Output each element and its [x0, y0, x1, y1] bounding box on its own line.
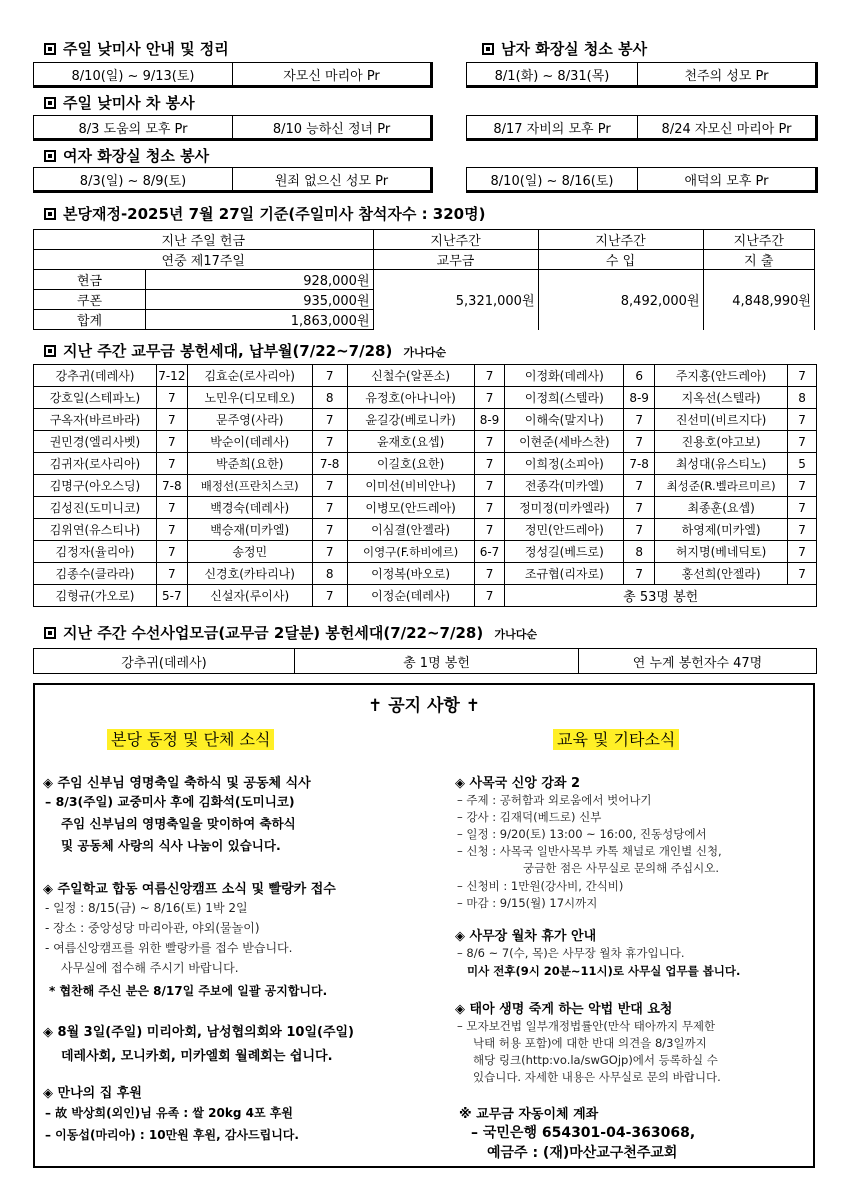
notice-left-4-line: – 故 박상희(외인)님 유족 : 쌀 20kg 4포 후원 — [45, 1106, 293, 1120]
offering-name: 이정화(데레사) — [505, 365, 624, 387]
notice-right-2-line: 미사 전후(9시 20분~11시)로 사무실 업무를 봅니다. — [467, 964, 741, 978]
notice-right-4-line: – 국민은행 654301-04-363068, — [471, 1125, 696, 1141]
offering-month: 8-9 — [624, 387, 655, 409]
section-sunday-guide: 주일 낮미사 안내 및 정리 — [44, 38, 229, 59]
notice-left-1-line: 및 공동체 사랑의 식사 나눔이 있습니다. — [61, 838, 281, 853]
finance-header-offering: 지난 주일 헌금 — [34, 230, 374, 250]
notice-right-1-line: – 주제 : 공허함과 외로움에서 벗어나기 — [457, 793, 652, 807]
finance-row-value: 1,863,000원 — [146, 310, 374, 330]
offering-table — [33, 364, 817, 607]
offering-month: 7 — [788, 497, 817, 519]
offering-month: 5 — [788, 453, 817, 475]
offering-name: 신철수(알폰소) — [347, 365, 474, 387]
offering-month: 8 — [312, 387, 347, 409]
offering-name: 김명구(아오스딩) — [34, 475, 157, 497]
finance-row-value: 928,000원 — [146, 270, 374, 290]
offering-name: 이영구(F.하비에르) — [347, 541, 474, 563]
sunday-car-item: 8/3 도움의 모후 Pr — [78, 121, 188, 137]
offering-month: 7 — [474, 387, 505, 409]
notice-right-1-line: – 신청비 : 1만원(강사비, 간식비) — [457, 879, 624, 893]
offering-month: 7 — [474, 519, 505, 541]
offering-name: 최성대(유스티노) — [655, 453, 788, 475]
finance-subheader-income: 수 입 — [538, 250, 703, 270]
sunday-car-box-1 — [33, 115, 433, 141]
notice-right-4-title: ※ 교무금 자동이체 계좌 — [459, 1107, 599, 1122]
sunday-car-item: 8/24 자모신 마리아 Pr — [637, 116, 815, 138]
offering-month: 7 — [788, 563, 817, 585]
offering-name: 이해숙(말지나) — [505, 409, 624, 431]
offering-month: 7 — [312, 365, 347, 387]
offering-name: 정성길(베드로) — [505, 541, 624, 563]
offering-name: 이심결(안젤라) — [347, 519, 474, 541]
offering-month: 8 — [624, 541, 655, 563]
offering-name: 이현준(세바스찬) — [505, 431, 624, 453]
offering-name: 강추귀(데레사) — [34, 365, 157, 387]
offering-row — [34, 497, 817, 519]
finance-gyomu-value: 5,321,000원 — [373, 270, 538, 330]
offering-month: 7-12 — [156, 365, 187, 387]
offering-row — [34, 585, 817, 607]
sunday-guide-box — [33, 62, 433, 88]
offering-name: 조규협(리자로) — [505, 563, 624, 585]
offering-name: 유정호(아나니아) — [347, 387, 474, 409]
project-count: 총 1명 봉헌 — [294, 649, 578, 673]
offering-name: 이희정(소피아) — [505, 453, 624, 475]
notice-right-1-title: ◈ 사목국 신앙 강좌 2 — [455, 776, 581, 791]
offering-month: 7 — [788, 409, 817, 431]
offering-name: 이정순(데레사) — [347, 585, 474, 607]
section-project: 지난 주간 수선사업모금(교무금 2달분) 봉헌세대(7/22~7/28) 가나다순 — [44, 622, 537, 643]
notice-left-4-title: ◈ 만나의 집 후원 — [43, 1086, 142, 1101]
offering-name: 박준희(요한) — [187, 453, 312, 475]
sunday-guide-group: 자모신 마리아 Pr — [232, 63, 430, 85]
notice-title: ✝ 공지 사항 ✝ — [368, 696, 480, 716]
offering-month: 7 — [156, 431, 187, 453]
notice-right-1-line: – 강사 : 김재덕(베드로) 신부 — [457, 810, 602, 824]
finance-subheader-offering: 연중 제17주일 — [34, 250, 374, 270]
offering-name: 구옥자(바르바라) — [34, 409, 157, 431]
offering-month: 7 — [624, 519, 655, 541]
offering-row — [34, 475, 817, 497]
womens-restroom-group: 원죄 없으신 성모 Pr — [232, 168, 430, 190]
offering-name: 김위연(유스티나) — [34, 519, 157, 541]
offering-month: 7 — [788, 365, 817, 387]
mens-restroom-box — [466, 62, 818, 88]
offering-name: 이정희(스텔라) — [505, 387, 624, 409]
notice-right-2-line: – 8/6 ~ 7(수, 목)은 사무장 월차 휴가입니다. — [457, 946, 685, 960]
offering-row — [34, 431, 817, 453]
offering-name: 배정선(프란치스코) — [187, 475, 312, 497]
offering-month: 7 — [474, 497, 505, 519]
finance-header-expense: 지난주간 — [703, 230, 814, 250]
offering-name: 정미정(미카엘라) — [505, 497, 624, 519]
offering-month: 7 — [474, 563, 505, 585]
offering-month: 8-9 — [474, 409, 505, 431]
offering-month: 7 — [312, 475, 347, 497]
notice-left-1-title: ◈ 주임 신부님 영명축일 축하식 및 공동체 식사 — [43, 776, 311, 791]
offering-month: 7 — [156, 497, 187, 519]
offering-name: 최성준(R.벨라르미르) — [655, 475, 788, 497]
offering-row — [34, 541, 817, 563]
offering-month: 6 — [624, 365, 655, 387]
offering-name: 홍선희(안젤라) — [655, 563, 788, 585]
offering-name: 김성진(도미니코) — [34, 497, 157, 519]
offering-name: 이길호(요한) — [347, 453, 474, 475]
offering-name: 하영제(미카엘) — [655, 519, 788, 541]
notice-right-1-line: – 신청 : 사목국 일반사목부 카톡 채널로 개인별 신청, — [457, 844, 722, 858]
offering-name: 권민경(엘리사벳) — [34, 431, 157, 453]
offering-name: 김정자(율리아) — [34, 541, 157, 563]
offering-month: 7 — [474, 475, 505, 497]
offering-name: 윤길강(베로니카) — [347, 409, 474, 431]
offering-name: 신경호(카타리나) — [187, 563, 312, 585]
womens-restroom-box-1 — [33, 167, 433, 193]
sunday-guide-period: 8/10(일) ~ 9/13(토) — [71, 68, 195, 84]
offering-month: 7 — [312, 497, 347, 519]
womens-restroom-box-2 — [466, 167, 818, 193]
offering-name: 정민(안드레아) — [505, 519, 624, 541]
offering-month: 8 — [312, 563, 347, 585]
offering-month: 7 — [156, 387, 187, 409]
offering-row — [34, 365, 817, 387]
notice-left-1-line: 주임 신부님의 영명축일을 맞이하여 축하식 — [61, 816, 296, 831]
finance-income-value: 8,492,000원 — [538, 270, 703, 330]
finance-header-income: 지난주간 — [538, 230, 703, 250]
section-offering: 지난 주간 교무금 봉헌세대, 납부월(7/22~7/28) 가나다순 — [44, 340, 446, 361]
offering-month: 7 — [156, 453, 187, 475]
offering-month: 7 — [474, 365, 505, 387]
offering-month: 5-7 — [156, 585, 187, 607]
notice-left-2-line: - 장소 : 중앙성당 마리아관, 야외(물놀이) — [45, 921, 260, 935]
offering-month: 7 — [474, 453, 505, 475]
offering-month: 7 — [788, 431, 817, 453]
offering-name: 김종수(클라라) — [34, 563, 157, 585]
offering-month: 7 — [788, 541, 817, 563]
notice-right-1-line: – 일정 : 9/20(토) 13:00 ~ 16:00, 진동성당에서 — [457, 827, 707, 841]
offering-month: 7 — [624, 409, 655, 431]
notice-left-3-title: ◈ 8월 3일(주일) 미리아회, 남성협의회와 10일(주일) — [43, 1025, 354, 1040]
notice-right-1-line: – 마감 : 9/15(월) 17시까지 — [457, 896, 598, 910]
offering-name: 지옥선(스텔라) — [655, 387, 788, 409]
offering-month: 7 — [624, 475, 655, 497]
offering-month: 7-8 — [624, 453, 655, 475]
notice-right-3-line: 있습니다. 자세한 내용은 사무실로 문의 바랍니다. — [473, 1070, 721, 1084]
offering-row — [34, 387, 817, 409]
section-finance: 본당재정-2025년 7월 27일 기준(주일미사 참석자수 : 320명) — [44, 203, 485, 224]
offering-name: 송정민 — [187, 541, 312, 563]
offering-month: 7 — [312, 541, 347, 563]
notice-left-2-line: 사무실에 접수해 주시기 바랍니다. — [61, 961, 239, 975]
notice-left-1-line: – 8/3(주일) 교중미사 후에 김화석(도미니코) — [45, 794, 295, 809]
offering-total: 총 53명 봉헌 — [505, 585, 817, 607]
notice-left-2-line: - 여름신앙캠프를 위한 빨랑카를 접수 받습니다. — [45, 941, 293, 955]
offering-month: 7 — [312, 519, 347, 541]
notice-right-3-title: ◈ 태아 생명 죽게 하는 악법 반대 요청 — [455, 1002, 673, 1017]
offering-row — [34, 453, 817, 475]
offering-name: 신설자(루이사) — [187, 585, 312, 607]
section-sunday-car: 주일 낮미사 차 봉사 — [44, 92, 195, 113]
offering-name: 진선미(비르지다) — [655, 409, 788, 431]
offering-month: 7 — [156, 519, 187, 541]
offering-month: 7 — [474, 431, 505, 453]
offering-name: 이정복(바오로) — [347, 563, 474, 585]
mens-restroom-group: 천주의 성모 Pr — [637, 63, 815, 85]
finance-subheader-gyomu: 교무금 — [373, 250, 538, 270]
offering-month: 7 — [156, 563, 187, 585]
notice-left-3-line: 데레사회, 모니카회, 미카엘회 월례회는 쉽니다. — [61, 1049, 333, 1064]
sunday-car-item: 8/17 자비의 모후 Pr — [493, 121, 611, 137]
offering-month: 7 — [312, 431, 347, 453]
offering-name: 윤재호(요셉) — [347, 431, 474, 453]
womens-restroom-period: 8/10(일) ~ 8/16(토) — [490, 173, 614, 189]
section-mens-restroom: 남자 화장실 청소 봉사 — [482, 38, 647, 59]
project-box — [33, 648, 817, 674]
offering-row — [34, 519, 817, 541]
finance-subheader-expense: 지 출 — [703, 250, 814, 270]
section-womens-restroom: 여자 화장실 청소 봉사 — [44, 145, 209, 166]
offering-month: 7-8 — [156, 475, 187, 497]
offering-month: 7 — [788, 519, 817, 541]
offering-month: 7 — [624, 431, 655, 453]
notice-right-3-line: 해당 링크(http:vo.la/swGOjp)에서 등록하실 수 — [473, 1053, 718, 1067]
offering-name: 전종각(미카엘) — [505, 475, 624, 497]
offering-name: 김효순(로사리아) — [187, 365, 312, 387]
notice-left-4-line: – 이동섭(마리아) : 10만원 후원, 감사드립니다. — [45, 1128, 299, 1142]
womens-restroom-group: 애덕의 모후 Pr — [637, 168, 815, 190]
finance-row-value: 935,000원 — [146, 290, 374, 310]
finance-expense-value: 4,848,990원 — [703, 270, 814, 330]
offering-name: 주지홍(안드레아) — [655, 365, 788, 387]
finance-row-label: 합계 — [34, 310, 146, 330]
finance-table — [33, 229, 815, 330]
project-cumulative: 연 누계 봉헌자수 47명 — [578, 649, 816, 673]
offering-name: 강호일(스테파노) — [34, 387, 157, 409]
offering-name: 문주영(사라) — [187, 409, 312, 431]
project-name: 강추귀(데레사) — [121, 655, 207, 671]
notice-right-1-line: 궁금한 점은 사무실로 문의해 주십시오. — [523, 861, 720, 875]
offering-name: 김귀자(로사리아) — [34, 453, 157, 475]
left-header: 본당 동정 및 단체 소식 — [107, 729, 274, 750]
offering-name: 백승재(미카엘) — [187, 519, 312, 541]
notice-right-3-line: – 모자보건법 일부개정법률안(만삭 태아까지 무제한 — [457, 1019, 716, 1033]
offering-month: 7 — [312, 585, 347, 607]
notice-box — [33, 683, 815, 1168]
offering-name: 이병모(안드레아) — [347, 497, 474, 519]
offering-name: 백경숙(데레사) — [187, 497, 312, 519]
notice-left-2-line: - 일정 : 8/15(금) ~ 8/16(토) 1박 2일 — [45, 901, 248, 915]
offering-name: 허지명(베네딕토) — [655, 541, 788, 563]
offering-name: 박순이(데레사) — [187, 431, 312, 453]
offering-row — [34, 563, 817, 585]
offering-month: 7 — [624, 497, 655, 519]
finance-row-label: 쿠폰 — [34, 290, 146, 310]
offering-name: 진용호(야고보) — [655, 431, 788, 453]
offering-month: 6-7 — [474, 541, 505, 563]
offering-name: 이미선(비비안나) — [347, 475, 474, 497]
offering-name: 최종훈(요셉) — [655, 497, 788, 519]
offering-row — [34, 409, 817, 431]
mens-restroom-period: 8/1(화) ~ 8/31(목) — [494, 68, 610, 84]
offering-month: 7 — [156, 409, 187, 431]
sunday-car-item: 8/10 능하신 정녀 Pr — [232, 116, 430, 138]
offering-month: 7 — [312, 409, 347, 431]
offering-month: 7 — [624, 563, 655, 585]
right-header: 교육 및 기타소식 — [553, 729, 679, 750]
finance-header-gyomu: 지난주간 — [373, 230, 538, 250]
notice-left-2-title: ◈ 주일학교 합동 여름신앙캠프 소식 및 빨랑카 접수 — [43, 882, 336, 897]
womens-restroom-period: 8/3(일) ~ 8/9(토) — [79, 173, 187, 189]
offering-name: 김형규(가오로) — [34, 585, 157, 607]
notice-right-3-line: 낙태 허용 포함)에 대한 반대 의견을 8/3일까지 — [473, 1036, 707, 1050]
offering-month: 7-8 — [312, 453, 347, 475]
offering-month: 8 — [788, 387, 817, 409]
finance-row-label: 현금 — [34, 270, 146, 290]
offering-month: 7 — [788, 475, 817, 497]
notice-right-2-title: ◈ 사무장 월차 휴가 안내 — [455, 929, 597, 944]
offering-month: 7 — [156, 541, 187, 563]
sunday-car-box-2 — [466, 115, 818, 141]
offering-month: 7 — [474, 585, 505, 607]
offering-name: 노민우(디모테오) — [187, 387, 312, 409]
notice-left-2-note: * 협찬해 주신 분은 8/17일 주보에 일괄 공지합니다. — [49, 984, 328, 998]
notice-right-4-line: 예금주 : (재)마산교구천주교회 — [487, 1145, 678, 1161]
